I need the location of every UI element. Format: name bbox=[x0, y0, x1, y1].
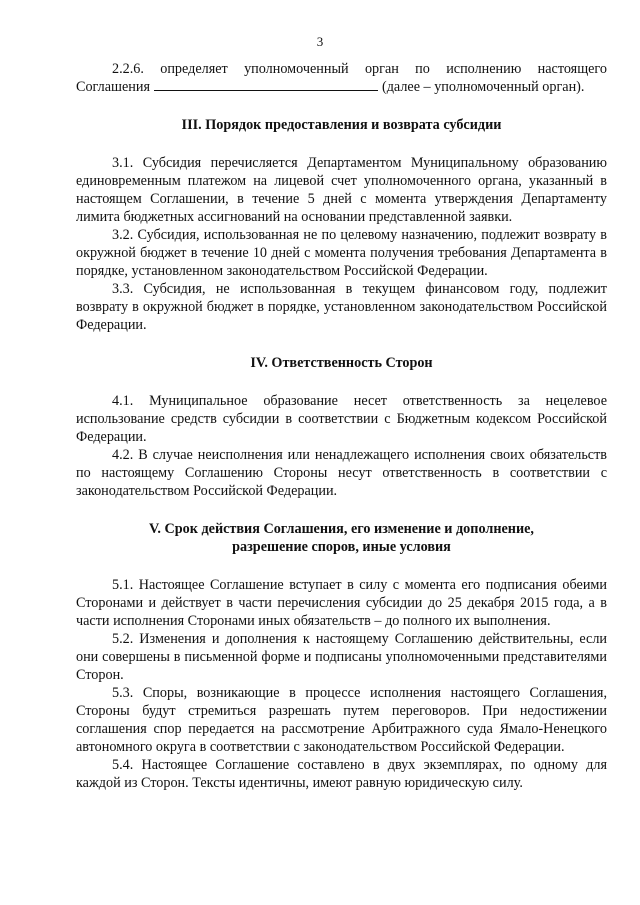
clause-2-2-6-prefix: 2.2.6. определяет уполномоченный орган по исполнению настоящего Соглашения bbox=[76, 61, 607, 95]
clause-3-3: 3.3. Субсидия, не использованная в текущем финансовом году, подлежит возврату в окружной бюджет в порядке, установленном законодательством Российской Федерации. bbox=[76, 281, 607, 333]
section-5-title-line2: разрешение споров, иные условия bbox=[232, 539, 451, 555]
clause-5-3: 5.3. Споры, возникающие в процессе исполнения настоящего Соглашения, Стороны будут стремиться разрешать путем переговоров. При недостижении соглашения спор передается на рассмотрение Арбитражного суда Ямало-Ненецкого автономного округа в соответствии с законодательством Российской Федерации. bbox=[76, 685, 607, 755]
blank-line bbox=[154, 78, 378, 91]
section-5-heading bbox=[76, 520, 607, 556]
clause-3-1: 3.1. Субсидия перечисляется Департаментом Муниципальному образованию единовременным платежом на лицевой счет уполномоченного органа, указанный в настоящем Соглашении, в течение 5 дней с момента утверждения Департаменту лимита бюджетных ассигнований на основании представленной заявки. bbox=[76, 155, 607, 225]
section-5-title-line1: V. Срок действия Соглашения, его изменение и дополнение, bbox=[149, 521, 534, 537]
clause-5-4: 5.4. Настоящее Соглашение составлено в двух экземплярах, по одному для каждой из Сторон. Тексты идентичны, имеют равную юридическую силу. bbox=[76, 757, 607, 791]
clause-4-2: 4.2. В случае неисполнения или ненадлежащего исполнения своих обязательств по настоящему Соглашению Стороны несут ответственность в соответствии с законодательством Российской Федерации. bbox=[76, 447, 607, 499]
clause-4-1: 4.1. Муниципальное образование несет ответственность за нецелевое использование средств субсидии в соответствии с Бюджетным кодексом Российской Федерации. bbox=[76, 393, 607, 445]
clause-3-2: 3.2. Субсидия, использованная не по целевому назначению, подлежит возврату в окружной бюджет в течение 10 дней с момента получения требования Департамента в порядке, установленном законодательством Российской Федерации. bbox=[76, 227, 607, 279]
document-body bbox=[76, 60, 607, 792]
clause-2-2-6 bbox=[76, 60, 607, 96]
clause-5-2: 5.2. Изменения и дополнения к настоящему Соглашению действительны, если они совершены в письменной форме и подписаны уполномоченными представителями Сторон. bbox=[76, 631, 607, 683]
section-4-title: IV. Ответственность Сторон bbox=[250, 355, 433, 371]
clause-2-2-6-suffix: (далее – уполномоченный орган). bbox=[381, 79, 585, 95]
clause-5-1: 5.1. Настоящее Соглашение вступает в силу с момента его подписания обеими Сторонами и действует в части перечисления субсидии до 25 декабря 2015 года, а в части исполнения Сторонами иных обязательств – до полного их выполнения. bbox=[76, 577, 607, 629]
page-number: 3 bbox=[316, 34, 324, 49]
section-3-title: III. Порядок предоставления и возврата субсидии bbox=[181, 117, 502, 133]
